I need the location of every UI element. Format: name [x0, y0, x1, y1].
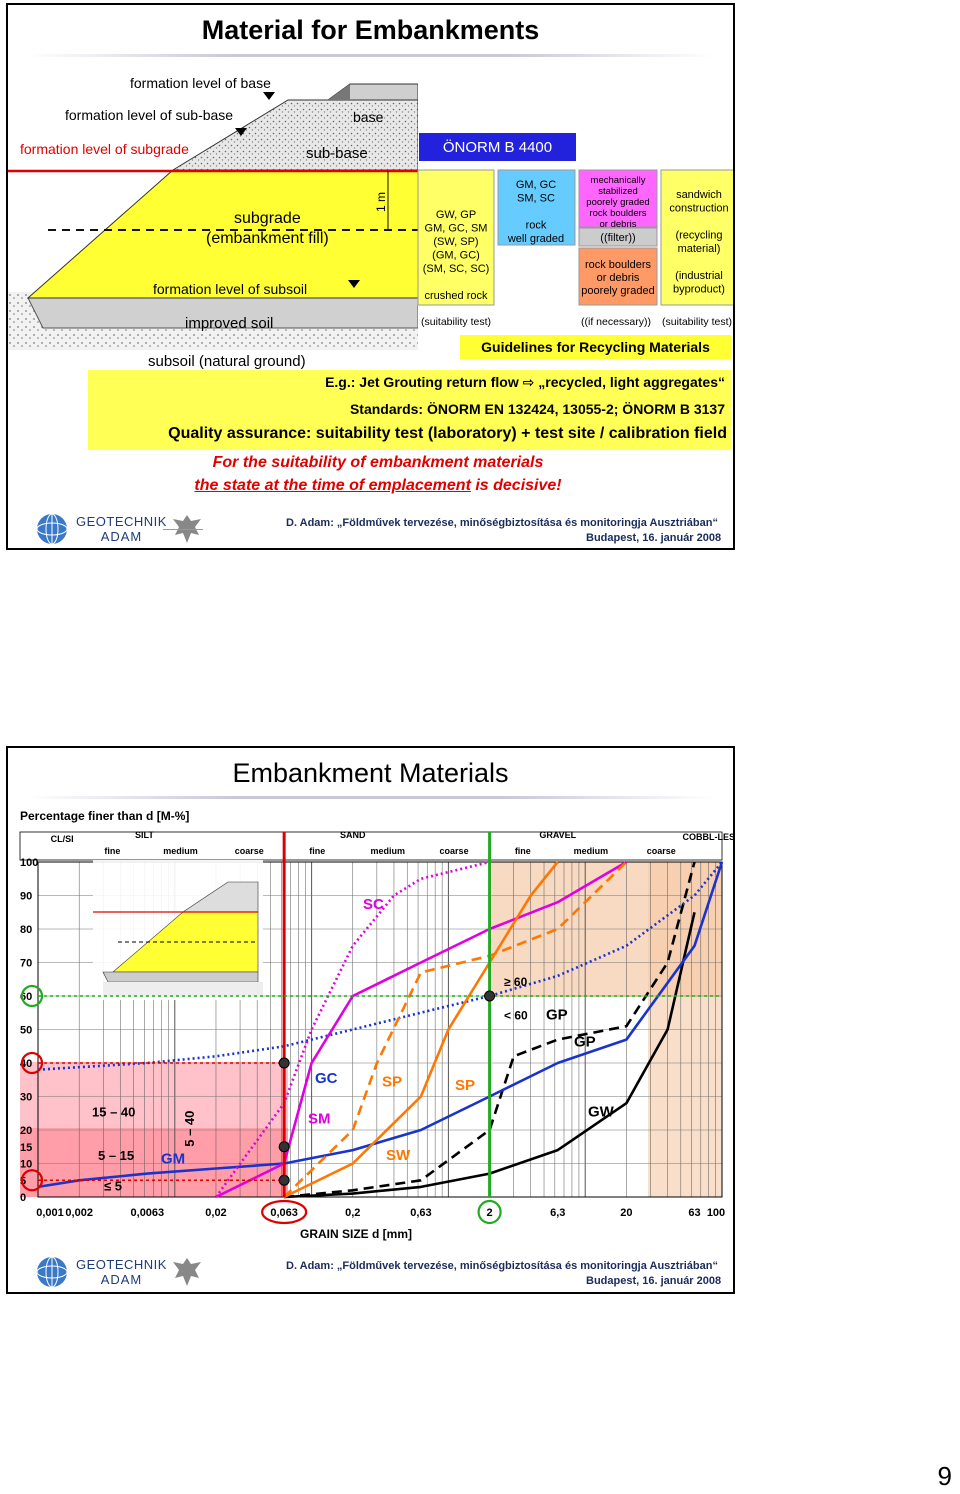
jet-prefix: E.g.: Jet Grouting return flow	[325, 374, 523, 390]
x-tick-label: 0,002	[65, 1207, 93, 1219]
box-text-line: GM, GC, SM	[424, 222, 488, 235]
chart-annotation: GP	[546, 1006, 568, 1024]
soil-class-label: coarse	[646, 846, 676, 856]
x-tick-label: 0,001	[36, 1207, 64, 1219]
box-text-line: byproduct)	[673, 283, 725, 296]
x-tick-label: 100	[706, 1207, 726, 1219]
chart-annotation: SM	[308, 1110, 331, 1128]
footer-author-2: D. Adam: „Földművek tervezése, minőségbiztosítása és monitoringja Ausztriában“	[286, 1260, 718, 1272]
box-text-line: stabilized	[598, 186, 638, 197]
soil-class-label: CL/SI	[50, 834, 74, 844]
jet-grouting-line	[325, 374, 725, 391]
chart-annotation: SP	[382, 1073, 403, 1091]
box-text-line: sandwich	[676, 189, 722, 201]
y-tick-label: 60	[20, 991, 33, 1003]
geotechnik-logo-2	[32, 1254, 207, 1290]
formation-subbase-label: formation level of sub-base	[65, 107, 234, 123]
slide-material-for-embankments	[6, 3, 735, 550]
y-tick-label: 15	[20, 1141, 33, 1154]
slide-embankment-materials	[6, 746, 735, 1294]
guidelines-label: Guidelines for Recycling Materials	[460, 335, 731, 359]
soil-class-label: fine	[309, 846, 326, 856]
box-text-line: (SW, SP)	[433, 236, 479, 248]
note-left: (suitability test)	[421, 316, 492, 328]
subbase-label: sub-base	[306, 145, 368, 162]
logo-text-geotechnik: GEOTECHNIK	[76, 1257, 167, 1272]
emplacement-underlined: the state at the time of emplacement	[194, 477, 471, 494]
x-tick-label: 6,3	[550, 1207, 566, 1219]
box-text-line: crushed rock	[424, 290, 488, 302]
chart-xlabel: GRAIN SIZE d [mm]	[299, 1227, 413, 1241]
y-tick-label: 10	[20, 1158, 33, 1171]
logo-text-geotechnik: GEOTECHNIK	[76, 514, 167, 529]
soil-class-label: coarse	[234, 846, 264, 856]
box-text-line: (recycling	[675, 229, 723, 242]
footer-author: D. Adam: „Földművek tervezése, minőségbiztosítása és monitoringja Ausztriában“	[286, 517, 718, 529]
page-number: 9	[937, 1461, 952, 1491]
soil-class-label: SAND	[340, 830, 366, 840]
intersection-marker	[279, 1058, 289, 1068]
slide1-title: Material for Embankments	[201, 15, 540, 45]
y-tick-label: 100	[20, 857, 39, 869]
box-text-line: (industrial	[675, 270, 723, 282]
y-tick-label: 0	[20, 1192, 27, 1204]
box-text-line: or debris	[596, 272, 640, 284]
onorm-b4400-header: ÖNORM B 4400	[419, 133, 576, 161]
chart-annotation: 5 – 15	[98, 1148, 135, 1164]
chart-annotation: SC	[363, 895, 384, 913]
embankment-cross-section	[8, 60, 418, 372]
chart-annotation: < 60	[504, 1008, 528, 1023]
suitability-line1: For the suitability of embankment materials	[212, 454, 544, 471]
material-classification-boxes	[416, 168, 735, 330]
standards-block	[88, 370, 731, 450]
right-arrow-icon: ⇨	[522, 374, 535, 390]
box-text-line: rock	[525, 219, 547, 232]
embankment-fill-label: (embankment fill)	[206, 230, 329, 247]
soil-class-label: medium	[573, 846, 609, 856]
chart-ylabel: Percentage finer than d [M-%]	[20, 809, 190, 823]
chart-annotation: SW	[386, 1147, 411, 1165]
chart-annotation: ≥ 60	[504, 974, 528, 989]
footer-date-2: Budapest, 16. január 2008	[586, 1275, 722, 1287]
y-tick-label: 50	[20, 1024, 33, 1037]
y-tick-label: 40	[20, 1058, 33, 1070]
soil-class-label: medium	[370, 846, 405, 856]
base-label: base	[353, 109, 384, 125]
box-text-line: or debris	[599, 219, 637, 230]
intersection-marker	[485, 991, 495, 1001]
x-tick-label: 0,02	[205, 1207, 227, 1219]
chart-annotation: 15 – 40	[92, 1104, 136, 1120]
chart-annotation: ≤ 5	[104, 1178, 122, 1194]
logo-text-adam: ADAM	[100, 1272, 143, 1287]
x-tick-label: 0,063	[270, 1207, 298, 1219]
grain-size-chart	[8, 802, 735, 1242]
decisive-text: is decisive!	[470, 477, 562, 494]
footer-date: Budapest, 16. január 2008	[586, 532, 722, 544]
slide2-title: Embankment Materials	[232, 758, 509, 788]
box-text-line: SM, SC	[517, 192, 555, 205]
soil-class-label: SILT	[135, 830, 154, 840]
soil-class-label: coarse	[439, 846, 469, 856]
eagle-icon	[167, 1254, 207, 1290]
globe-icon	[32, 511, 72, 547]
soil-class-label: GRAVEL	[539, 830, 577, 840]
y-tick-label: 5	[20, 1175, 27, 1188]
y-tick-label: 80	[20, 924, 33, 936]
box-text-line: (SM, SC, SC)	[422, 263, 490, 275]
box-text-line: poorely graded	[581, 285, 655, 297]
x-tick-label: 0,2	[345, 1207, 361, 1219]
standards-line: Standards: ÖNORM EN 132424, 13055-2; ÖNORM B 3137	[349, 401, 725, 417]
suitability-line2	[8, 477, 735, 495]
intersection-marker	[279, 1142, 289, 1152]
formation-base-label: formation level of base	[130, 75, 271, 91]
box-text-line: mechanically	[590, 175, 646, 186]
logo-text-adam: ADAM	[100, 529, 143, 544]
soil-class-label: fine	[104, 846, 121, 856]
soil-class-label: fine	[514, 846, 531, 856]
title-underline	[28, 54, 713, 57]
improved-soil-label: improved soil	[185, 315, 274, 332]
box-text-line: construction	[669, 202, 729, 215]
chart-annotation-rotated: 5 – 40	[182, 1110, 197, 1147]
intersection-marker	[279, 1175, 289, 1185]
box-text-line: GW, GP	[435, 209, 477, 221]
box-text-line: GM, GC	[515, 179, 557, 191]
subsoil-label: subsoil (natural ground)	[148, 353, 306, 370]
chart-annotation: GW	[588, 1103, 614, 1121]
chart-annotation: GP	[574, 1033, 596, 1051]
y-tick-label: 70	[20, 957, 33, 970]
one-m-label: 1 m	[374, 191, 388, 212]
subgrade-label: subgrade	[234, 210, 301, 227]
box-text-line: poorely graded	[586, 197, 650, 208]
y-tick-label: 90	[20, 890, 33, 903]
soil-class-label: COBBL-LES	[682, 832, 735, 842]
x-tick-label: 20	[620, 1207, 633, 1219]
chart-annotation: GC	[315, 1070, 338, 1088]
y-tick-label: 30	[20, 1091, 33, 1104]
formation-subgrade-label: formation level of subgrade	[20, 141, 189, 157]
box-text-line: (GM, GC)	[432, 249, 480, 262]
formation-subsoil-label: formation level of subsoil	[153, 281, 308, 297]
y-tick-label: 20	[20, 1125, 33, 1137]
jet-suffix: „recycled, light aggregates“	[534, 374, 725, 390]
x-tick-label: 0,0063	[130, 1207, 165, 1219]
box-text-line: rock boulders	[584, 259, 652, 271]
title-underline	[28, 796, 713, 799]
box-text-line: material)	[677, 243, 721, 255]
x-tick-label: 63	[688, 1207, 701, 1219]
quality-line: Quality assurance: suitability test (laboratory) + test site / calibration field	[168, 425, 727, 442]
x-tick-label: 2	[486, 1207, 493, 1219]
x-tick-label: 0,63	[410, 1207, 432, 1219]
note-right: (suitability test)	[662, 316, 733, 328]
filter-label: ((filter))	[600, 232, 636, 244]
globe-icon	[32, 1254, 72, 1290]
soil-class-label: medium	[163, 846, 198, 856]
note-mid: ((if necessary))	[581, 316, 652, 328]
box-text-line: well graded	[507, 233, 565, 245]
inset-embankment-diagram	[93, 860, 263, 1000]
chart-annotation: GM	[161, 1150, 186, 1168]
box-text-line: rock boulders	[589, 208, 647, 219]
chart-annotation: SP	[455, 1076, 476, 1094]
